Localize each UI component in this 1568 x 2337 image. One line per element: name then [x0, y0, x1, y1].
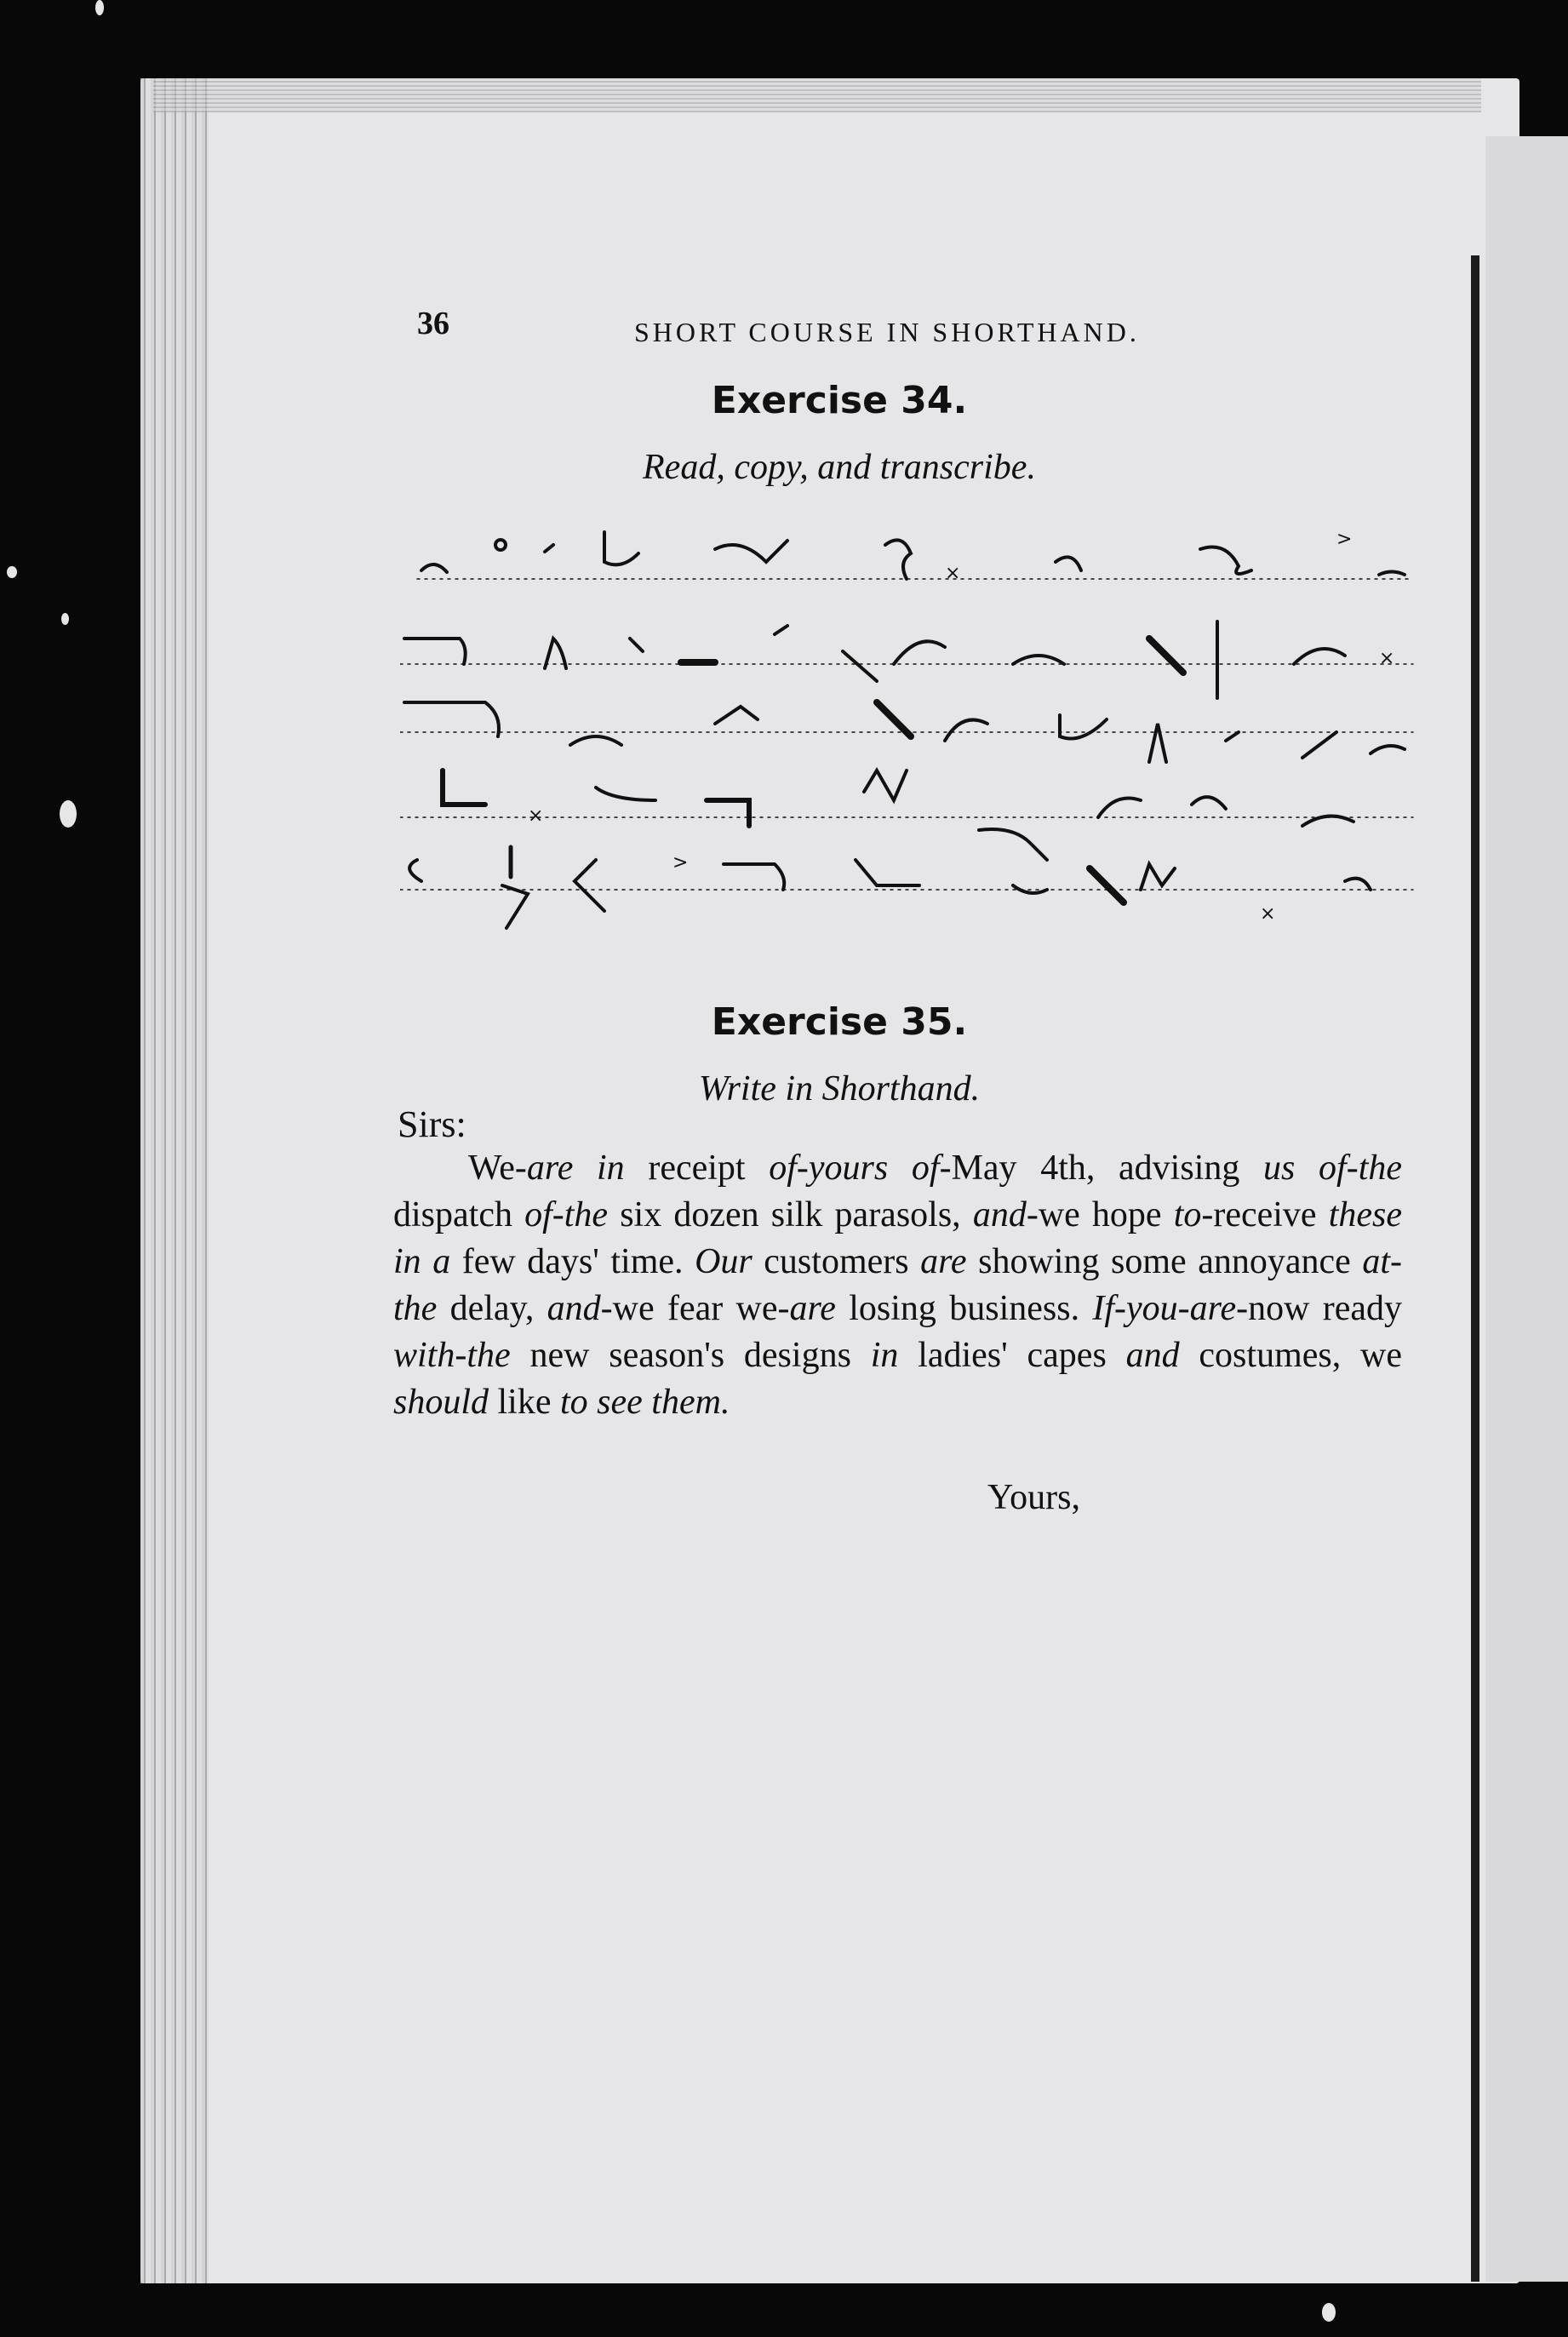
svg-text:×: × — [528, 805, 544, 827]
letter-segment: dispatch — [393, 1195, 525, 1234]
shorthand-strokes — [400, 511, 1422, 954]
svg-text:×: × — [945, 563, 961, 584]
letter-segment: like — [489, 1383, 560, 1422]
letter-segment: few days' time. — [450, 1242, 695, 1281]
running-head: SHORT COURSE IN SHORTHAND. — [634, 317, 1140, 347]
exercise-35-heading: Exercise 35. — [711, 1000, 968, 1044]
letter-segment: we hope — [1038, 1195, 1174, 1234]
letter-italic-segment: with-the — [393, 1336, 511, 1375]
shorthand-row-3 — [400, 702, 1413, 762]
letter-italic-segment: of-yours of- — [769, 1148, 952, 1188]
letter-italic-segment: us of-the — [1263, 1148, 1403, 1188]
svg-text:>: > — [672, 852, 689, 874]
letter-segment: receive — [1213, 1195, 1329, 1234]
letter-segment: now ready — [1248, 1289, 1402, 1328]
page-number: 36 — [417, 306, 449, 341]
letter-segment: ladies' capes — [898, 1336, 1126, 1375]
dust-speck — [7, 566, 17, 578]
letter-italic-segment: If-you-are- — [1092, 1289, 1249, 1328]
letter-body — [393, 1145, 1402, 1426]
shorthand-exercise — [400, 511, 1422, 954]
letter-italic-segment: of-the — [524, 1195, 609, 1234]
letter-segment: we fear we- — [612, 1289, 790, 1328]
letter-segment: six dozen silk parasols, — [608, 1195, 973, 1234]
svg-text:×: × — [1379, 648, 1395, 669]
letter-italic-segment: at-the — [393, 1242, 1402, 1328]
page-gutter-line — [1471, 255, 1479, 2282]
exercise-34-heading: Exercise 34. — [711, 379, 968, 422]
letter-italic-segment: are — [920, 1242, 967, 1281]
letter-segment: delay, — [437, 1289, 547, 1328]
letter-italic-segment: Our — [695, 1242, 753, 1281]
shorthand-row-2 — [400, 621, 1413, 698]
letter-italic-segment: and- — [972, 1195, 1039, 1234]
svg-text:>: > — [1336, 529, 1353, 550]
letter-segment: receipt — [624, 1148, 770, 1188]
letter-segment: We- — [468, 1148, 527, 1188]
letter-greeting: Sirs: — [398, 1103, 466, 1145]
svg-text:×: × — [1260, 903, 1276, 925]
shorthand-row-4 — [400, 770, 1413, 860]
letter-closing: Yours, — [987, 1478, 1080, 1517]
letter-italic-segment: are in — [526, 1148, 625, 1188]
letter-segment: customers — [752, 1242, 921, 1281]
letter-italic-segment: are — [789, 1289, 836, 1328]
letter-italic-segment: these in a — [393, 1195, 1402, 1281]
letter-segment: losing business. — [835, 1289, 1093, 1328]
letter-italic-segment: to see them. — [560, 1383, 730, 1422]
letter-italic-segment: and — [1125, 1336, 1180, 1375]
letter-italic-segment: should — [393, 1383, 489, 1422]
exercise-34-instruction: Read, copy, and transcribe. — [643, 448, 1036, 487]
letter-segment: costumes, we — [1179, 1336, 1402, 1375]
dust-speck — [61, 613, 69, 625]
letter-segment: May 4th, advising — [951, 1148, 1264, 1188]
dust-speck — [1322, 2303, 1336, 2322]
shorthand-row-1 — [417, 532, 1413, 579]
dust-speck — [95, 0, 104, 15]
page-top-edge — [153, 78, 1481, 112]
dust-speck — [60, 800, 77, 828]
exercise-35-instruction: Write in Shorthand. — [698, 1069, 981, 1108]
letter-italic-segment: in — [870, 1336, 899, 1375]
letter-segment: new season's designs — [510, 1336, 871, 1375]
page-header — [417, 298, 1422, 349]
letter-italic-segment: to- — [1173, 1195, 1214, 1234]
letter-italic-segment: and- — [547, 1289, 613, 1328]
letter-segment: showing some annoyance — [966, 1242, 1363, 1281]
